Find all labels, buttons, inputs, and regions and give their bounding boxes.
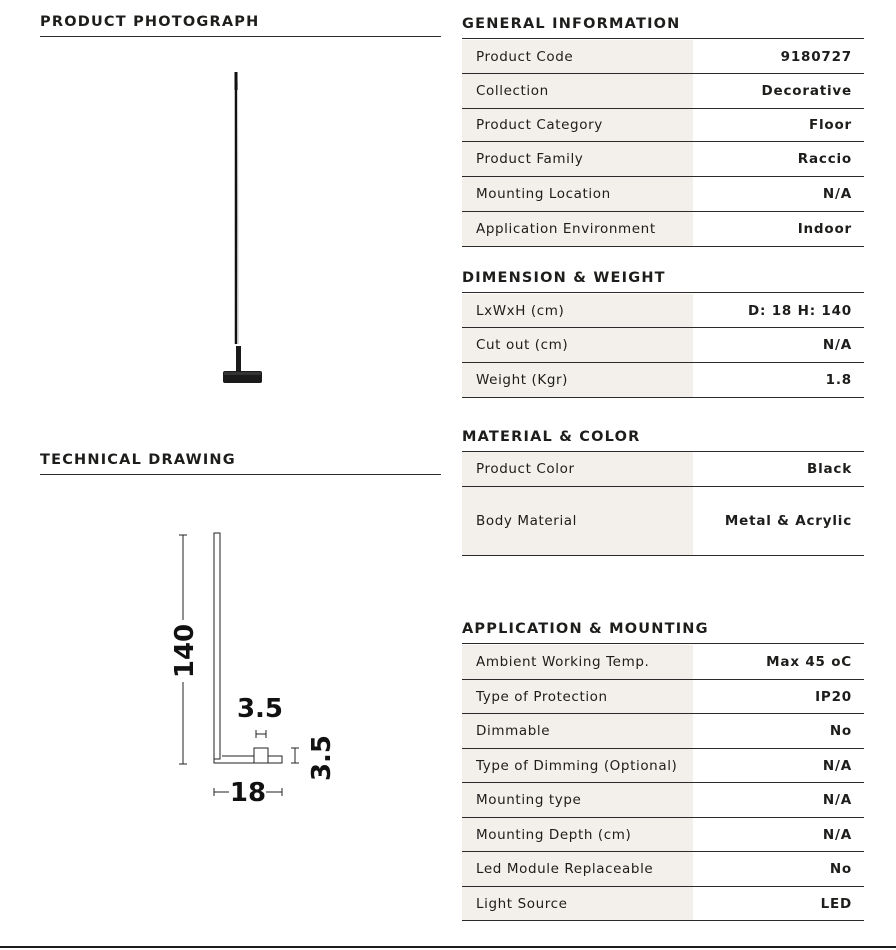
row-value: Max 45 oC: [766, 654, 852, 670]
row-value: No: [829, 723, 852, 739]
application-mounting-table: [462, 645, 864, 921]
height-dimension-label: 140: [170, 623, 200, 679]
row-label: Product Code: [462, 40, 693, 73]
row-label: Mounting type: [462, 783, 693, 817]
row-value: Decorative: [761, 83, 852, 99]
row-value: D: 18 H: 140: [748, 302, 852, 319]
technical-drawing-title: TECHNICAL DRAWING: [40, 452, 441, 475]
row-label: Mounting Location: [462, 177, 693, 211]
table-row: [462, 40, 864, 74]
general-information-table: [462, 40, 864, 247]
product-photograph-title: PRODUCT PHOTOGRAPH: [40, 14, 441, 37]
row-value: N/A: [822, 186, 852, 202]
table-row: [462, 328, 864, 363]
row-value: IP20: [815, 688, 852, 705]
table-row: [462, 109, 864, 142]
technical-drawing: [150, 520, 350, 810]
row-value: Metal & Acrylic: [724, 513, 852, 529]
row-value: No: [829, 861, 852, 877]
row-label: Led Module Replaceable: [462, 852, 693, 886]
table-row: [462, 645, 864, 680]
row-value: N/A: [822, 757, 852, 774]
depth-dimension-label: 18: [229, 778, 267, 808]
table-row: [462, 294, 864, 328]
table-row: [462, 818, 864, 852]
general-information-title: GENERAL INFORMATION: [462, 16, 864, 39]
table-row: [462, 680, 864, 714]
bottom-divider: [0, 946, 896, 948]
table-row: [462, 749, 864, 783]
table-row: [462, 212, 864, 247]
row-value: Raccio: [797, 151, 852, 167]
table-row: [462, 74, 864, 109]
row-label: Product Category: [462, 109, 693, 141]
row-label: Cut out (cm): [462, 328, 693, 362]
row-label: Collection: [462, 74, 693, 108]
table-row: [462, 887, 864, 921]
row-label: Light Source: [462, 887, 693, 920]
row-label: Product Color: [462, 452, 693, 486]
row-value: N/A: [822, 826, 852, 843]
row-label: Mounting Depth (cm): [462, 818, 693, 851]
row-label: Dimmable: [462, 714, 693, 748]
dimension-weight-title: DIMENSION & WEIGHT: [462, 270, 864, 293]
application-mounting-title: APPLICATION & MOUNTING: [462, 621, 864, 644]
row-label: Weight (Kgr): [462, 363, 693, 397]
table-row: [462, 487, 864, 556]
row-label: Product Family: [462, 142, 693, 176]
base-width-label: 3.5: [236, 694, 284, 724]
row-value: N/A: [822, 792, 852, 808]
table-row: [462, 714, 864, 749]
table-row: [462, 852, 864, 887]
product-photo: [200, 68, 280, 390]
table-row: [462, 142, 864, 177]
table-row: [462, 452, 864, 487]
row-value: 1.8: [825, 372, 852, 388]
row-label: LxWxH (cm): [462, 294, 693, 327]
table-row: [462, 783, 864, 818]
row-value: N/A: [822, 337, 852, 353]
row-label: Ambient Working Temp.: [462, 645, 693, 679]
row-value: Indoor: [797, 221, 852, 237]
material-color-table: [462, 452, 864, 556]
dimension-weight-table: [462, 294, 864, 398]
row-value: 9180727: [780, 48, 852, 65]
row-value: Floor: [808, 117, 852, 133]
base-height-label: 3.5: [307, 734, 337, 782]
row-label: Type of Dimming (Optional): [462, 749, 693, 782]
row-value: Black: [806, 461, 852, 477]
row-label: Body Material: [462, 487, 693, 555]
row-label: Type of Protection: [462, 680, 693, 713]
row-label: Application Environment: [462, 212, 693, 246]
table-row: [462, 177, 864, 212]
material-color-title: MATERIAL & COLOR: [462, 429, 864, 452]
table-row: [462, 363, 864, 398]
row-value: LED: [820, 895, 852, 912]
